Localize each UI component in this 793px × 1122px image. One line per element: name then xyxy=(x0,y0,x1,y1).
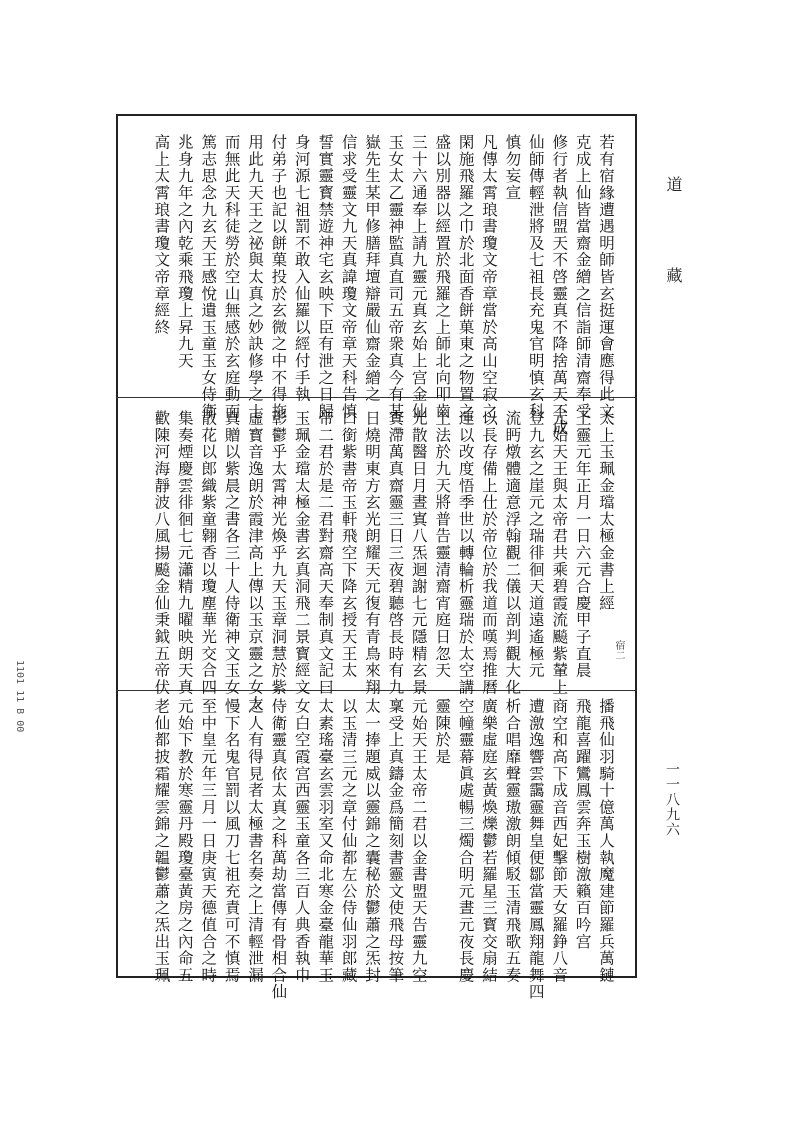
section2-column: 散花以郎織紫童翱香以瓊塵華光交合四 xyxy=(199,410,218,696)
section2-column: 上法於九天將普告靈清齋宵庭日忽天 xyxy=(433,410,452,679)
section3-column: 遭激逸響雲靄靈舞皇便鄒當靈鳳翔龍舞四 xyxy=(526,698,545,1001)
section1-column: 嶽先生某甲修膳拜壇辯嚴仙齋金繒之 xyxy=(363,134,381,403)
section1-column: 仙師傳輕泄將及七祖長充鬼官明慎玄科 xyxy=(526,134,545,420)
section3-column: 女白空霞宫西靈玉童各三百人典香執巾 xyxy=(292,698,311,984)
section1-column: 閑施飛羅之巾於北面香餅菓東之物置之 xyxy=(456,134,475,420)
section2-column: 真贈以紫晨之書各三十人侍衛神文玉女 xyxy=(222,410,241,696)
section2-column: 虛寳音逸朗於霞津高上傳以玉京靈之女太 xyxy=(246,410,264,713)
section2-column: 太上玉珮金璫太極金書上經 xyxy=(597,410,615,612)
section2-column: 登九玄之崖元之瑞徘徊天道遠遙極元 xyxy=(526,410,545,679)
sidebar-title: 道 藏 xyxy=(664,176,683,311)
section2-column: 以長存備上仕於帝位於我道而嘆焉推曆 xyxy=(480,410,498,696)
section3-column: 太一捧題威以靈錦之囊秘於鬱蕭之炁封 xyxy=(363,698,381,984)
section3-column: 老仙都披霜耀雲錦之韞鬱蕭之炁出玉珮 xyxy=(152,698,171,984)
section3-column: 廣樂虛庭玄黃煥爍鬱若羅星三寳交扇結 xyxy=(480,698,498,984)
section3-column: 靈陳於是 xyxy=(433,698,452,766)
section1-column: 付弟子也記以餅菓投於玄微之中不得拖 xyxy=(269,134,288,420)
section1-column: 修行者執信盟天不啓靈真不降捨萬天不成 xyxy=(550,134,569,437)
section3-column: 空幢靈幕眞處暢三燭合明元晝元夜長慶 xyxy=(456,698,475,984)
section1-column: 克成上仙皆當齋金繒之信詣師清齋奉受 xyxy=(573,134,592,420)
section3-column: 稟受上真鑄金爲簡刻書靈文使飛母按筆 xyxy=(386,698,405,984)
section1-column: 篤志思念九玄天王感悅遺玉童玉女侍衛 xyxy=(199,134,218,420)
section2-column: 元始天王與太帝君共乘碧霞流飈紫輦上 xyxy=(550,410,569,696)
section2-column: 帝二君於是二君對齋高天奉制真文記曰 xyxy=(316,410,335,696)
section2-column: 口銜紫書帝玉軒飛空下降玄授天王太 xyxy=(339,410,358,679)
section2-column: 日燒明東方玄光朗耀天元復有青鳥來翔 xyxy=(363,410,381,696)
section1-column: 凡傳太霄琅書瓊文帝章當於高山空寂之 xyxy=(480,134,498,420)
section1-column: 兆身九年之內乾乘飛瓊上昇九天 xyxy=(175,134,194,370)
section2-column: 上靈元年正月一日六元合慶甲子直晨 xyxy=(573,410,592,679)
section1-column: 而無此天科徒勞於空山無感於玄庭動而 xyxy=(222,134,241,420)
section2-column: 歡陳河海靜波八風揚飈金仙秉鉞五帝伏 xyxy=(152,410,171,696)
section1-column: 身河源七祖罰不敢入仙羅以經付手執 xyxy=(292,134,311,403)
section1-column: 慎勿妄宣 xyxy=(503,134,522,202)
section2-column: 流眄燉體適意浮翰觀二儀以剖判觀大化 xyxy=(503,410,522,696)
sidebar-page-number: 一一八九六 xyxy=(664,762,680,837)
section3-column: 元始天王太帝二君以金書盟天告靈九空 xyxy=(409,698,428,984)
section3-column: 太素瑤臺玄雲羽室又命北寒金臺龍華玉 xyxy=(316,698,335,984)
section1-column: 誓實靈寳禁遊神宅玄映下臣有泄之日歸 xyxy=(316,134,335,420)
section1-column: 信求受靈文九天真諱瓊文帝章天科告慎 xyxy=(339,134,358,420)
section3-column: 元始下教於寒靈丹殿瓊臺黃房之內命五 xyxy=(175,698,194,984)
section1-column: 三十六通奉上請九靈元真玄始上宫金仙 xyxy=(409,134,428,420)
section3-column: 慢下名鬼官罰以風刀七祖充責可不慎焉 xyxy=(222,698,241,984)
section2-column: 寘滯萬真齋靈三日三夜碧聽啓長時有九 xyxy=(386,410,405,696)
section2-column: 光散醫日月晝寘八炁迴謝七元隱精玄景 xyxy=(409,410,428,696)
section2-column: 運以改度悟季世以轉輪析靈瑞於太空講 xyxy=(456,410,475,696)
section3-column: 飛龍喜躍鸞鳳雲奔玉樹激籟百吟宫 xyxy=(573,698,592,950)
section1-column: 盛以別器以經置於飛羅之上師北向叩齒 xyxy=(433,134,452,420)
section1-column: 玉女太乙靈神監真直司五帝衆真今有某 xyxy=(386,134,405,420)
section1-column: 高上太霄琅書瓊文帝章經終 xyxy=(152,134,171,336)
section3-column: 播飛仙羽騎十億萬人執魔建節羅兵萬鏈 xyxy=(597,698,615,984)
section2-column: 集奏煙慶雲徘徊七元瀟精九曜映朗天真 xyxy=(175,410,194,696)
page-mark: 宿二 xyxy=(613,640,624,660)
section2-column: 玉珮金璫太極金書玄真洞飛二景寳經文 xyxy=(292,410,311,696)
section1-column: 若有宿緣遭遇明師皆玄挺運會應得此文 xyxy=(597,134,615,420)
section3-column: 至中皇元年三月一日庚寅天德值合之時 xyxy=(199,698,218,984)
section3-column: 商空和高下成音西妃擊節天女羅錚八音 xyxy=(550,698,569,984)
section1-column: 用此九天王之祕與太真之妙訣修學之士 xyxy=(246,134,264,420)
section3-column: 侍衛靈真依太真之科萬劫當傳有骨相合仙 xyxy=(269,698,288,1001)
section3-column: 析合唱靡聲靈璈激朗傾駁玉清飛歌五奏 xyxy=(503,698,522,984)
edge-code: 1101 11 B 00 xyxy=(14,660,25,733)
section3-column: 以玉清三元之章付仙都左公侍仙羽郎藏 xyxy=(339,698,358,984)
section3-column: 之人有得見者太極書名奏之上清輕泄漏 xyxy=(246,698,264,984)
section2-column: 彰鬱乎太霄神光煥乎九天玉章洞慧於紫 xyxy=(269,410,288,696)
